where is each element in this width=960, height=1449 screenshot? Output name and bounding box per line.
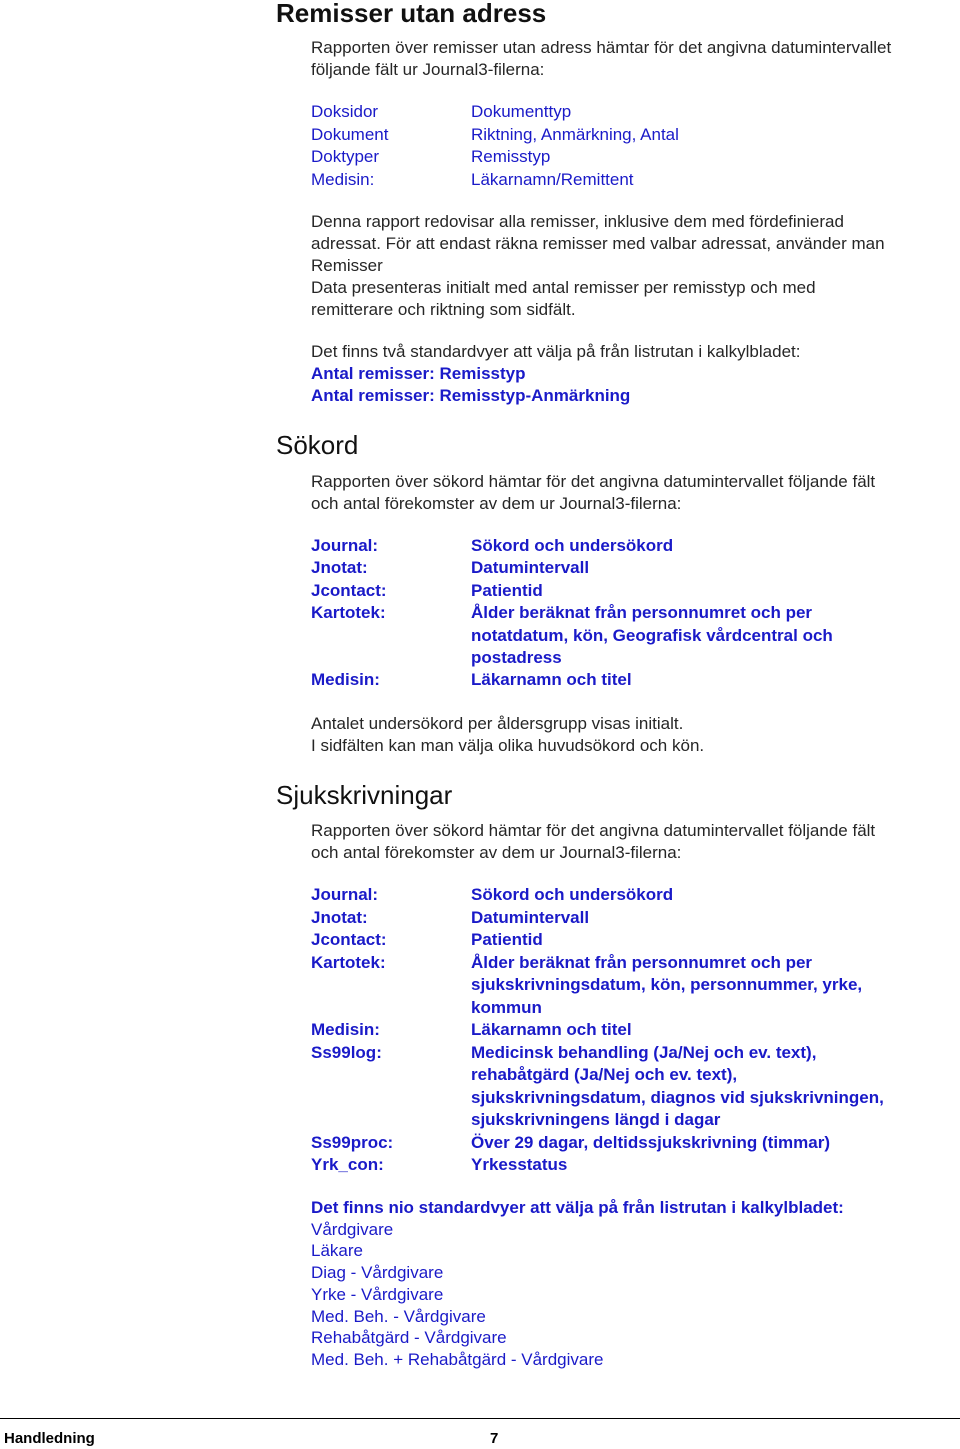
field-label: Ss99proc: xyxy=(311,1132,394,1152)
note-line: I sidfälten kan man välja olika huvudsökord och kön. xyxy=(311,736,705,755)
view-item: Rehabåtgärd - Vårdgivare xyxy=(311,1328,507,1348)
field-value-line: Remisstyp xyxy=(471,147,551,167)
field-value xyxy=(471,884,673,907)
field-value-line: Datumintervall xyxy=(471,558,590,578)
remisser-intro-line: följande fält ur Journal3-filerna: xyxy=(311,60,545,79)
field-value xyxy=(471,169,634,192)
field-value-line: kommun xyxy=(471,997,542,1017)
field-label: Dokument xyxy=(311,124,389,144)
field-value-line: postadress xyxy=(471,648,562,668)
sjuk-intro xyxy=(311,820,875,864)
field-value-line: sjukskrivningens längd i dagar xyxy=(471,1110,721,1129)
footer-title: Handledning xyxy=(4,1430,95,1447)
field-row xyxy=(311,580,833,602)
field-row xyxy=(311,124,679,147)
field-value xyxy=(471,124,679,147)
field-label: Jnotat: xyxy=(311,907,368,927)
sokord-intro-line: Rapporten över sökord hämtar för det angivna datumintervallet följande fält xyxy=(311,472,876,491)
field-value xyxy=(471,1019,632,1042)
footer-divider xyxy=(0,1418,960,1419)
remisser-intro xyxy=(311,37,891,81)
field-value xyxy=(471,101,571,124)
field-label: Kartotek: xyxy=(311,603,386,623)
field-label: Jnotat: xyxy=(311,558,368,578)
field-row xyxy=(311,1154,884,1177)
sjuk-intro-line: och antal förekomster av dem ur Journal3-filerna: xyxy=(311,843,682,862)
field-value-line: Läkarnamn och titel xyxy=(471,1020,632,1039)
field-row xyxy=(311,535,833,557)
field-value-line: Dokumenttyp xyxy=(471,102,572,121)
field-value xyxy=(471,146,550,169)
field-label: Yrk_con: xyxy=(311,1155,384,1174)
field-value-line: Datumintervall xyxy=(471,907,590,927)
field-value-line: Läkarnamn och titel xyxy=(471,670,632,690)
view-item: Läkare xyxy=(311,1241,363,1261)
heading-sokord: Sökord xyxy=(276,430,359,460)
field-row xyxy=(311,602,833,669)
field-row xyxy=(311,1019,884,1042)
sjuk-field-table xyxy=(311,884,884,1177)
description-line: Denna rapport redovisar alla remisser, inklusive dem med fördefinierad xyxy=(311,212,844,231)
description-line: adressat. För att endast räkna remisser med valbar adressat, använder man xyxy=(311,234,885,253)
field-row xyxy=(311,169,679,192)
field-value-line: Patientid xyxy=(471,930,543,949)
sokord-intro xyxy=(311,471,875,515)
views-intro: Det finns två standardvyer att välja på från listrutan i kalkylbladet: xyxy=(311,342,801,361)
field-value-line: Sökord och undersökord xyxy=(471,885,674,904)
field-value xyxy=(471,557,589,579)
field-value xyxy=(471,929,543,952)
field-value xyxy=(471,580,543,602)
field-label: Medisin: xyxy=(311,1020,380,1039)
field-value xyxy=(471,669,632,691)
heading-sjukskrivningar: Sjukskrivningar xyxy=(276,780,453,810)
description-line: Remisser xyxy=(311,256,383,275)
view-item: Med. Beh. + Rehabåtgärd - Vårdgivare xyxy=(311,1349,604,1369)
field-value-line: Ålder beräknat från personnumret och per xyxy=(471,603,813,623)
field-label: Doksidor xyxy=(311,102,379,121)
field-value xyxy=(471,602,833,669)
field-value-line: Ålder beräknat från personnumret och per xyxy=(471,952,813,972)
field-value-line: Medicinsk behandling (Ja/Nej och ev. text), xyxy=(471,1042,817,1062)
field-row xyxy=(311,1042,884,1132)
sjuk-views xyxy=(311,1197,844,1371)
view-item: Antal remisser: Remisstyp-Anmärkning xyxy=(311,386,631,405)
field-row xyxy=(311,101,679,124)
field-row xyxy=(311,146,679,169)
view-item: Vårdgivare xyxy=(311,1219,394,1239)
field-label: Jcontact: xyxy=(311,930,387,949)
field-value-line: sjukskrivningsdatum, kön, personnummer, yrke, xyxy=(471,975,863,994)
field-label: Kartotek: xyxy=(311,952,386,972)
page-number: 7 xyxy=(490,1430,499,1447)
remisser-description xyxy=(311,211,885,321)
sokord-notes xyxy=(311,713,704,757)
field-row xyxy=(311,1132,884,1155)
field-value xyxy=(471,1132,830,1155)
field-label: Medisin: xyxy=(311,169,375,189)
sokord-intro-line: och antal förekomster av dem ur Journal3-filerna: xyxy=(311,494,682,513)
remisser-field-table xyxy=(311,101,679,191)
heading-remisser-utan-adress: Remisser utan adress xyxy=(276,0,547,28)
field-value xyxy=(471,535,673,557)
field-value xyxy=(471,1154,567,1177)
field-label: Medisin: xyxy=(311,670,380,690)
field-row xyxy=(311,557,833,579)
field-value-line: sjukskrivningsdatum, diagnos vid sjukskrivningen, xyxy=(471,1087,884,1107)
view-item: Med. Beh. - Vårdgivare xyxy=(311,1306,486,1326)
field-value-line: rehabåtgärd (Ja/Nej och ev. text), xyxy=(471,1065,738,1084)
view-item: Antal remisser: Remisstyp xyxy=(311,364,526,383)
sokord-field-table xyxy=(311,535,833,692)
field-label: Doktyper xyxy=(311,147,380,167)
sjuk-intro-line: Rapporten över sökord hämtar för det angivna datumintervallet följande fält xyxy=(311,821,876,840)
remisser-views xyxy=(311,341,800,407)
field-value-line: Riktning, Anmärkning, Antal xyxy=(471,124,679,144)
field-value-line: Yrkesstatus xyxy=(471,1155,568,1174)
view-item: Yrke - Vårdgivare xyxy=(311,1284,444,1304)
field-value-line: Läkarnamn/Remittent xyxy=(471,169,634,189)
field-value-line: notatdatum, kön, Geografisk vårdcentral och xyxy=(471,625,833,645)
description-line: remitterare och riktning som sidfält. xyxy=(311,300,576,319)
field-value xyxy=(471,952,862,1020)
field-value-line: Patientid xyxy=(471,580,543,600)
field-value-line: Sökord och undersökord xyxy=(471,536,674,555)
field-label: Jcontact: xyxy=(311,580,387,600)
view-item: Diag - Vårdgivare xyxy=(311,1263,444,1283)
remisser-intro-line: Rapporten över remisser utan adress hämtar för det angivna datumintervallet xyxy=(311,38,892,57)
field-label: Ss99log: xyxy=(311,1042,382,1062)
field-row xyxy=(311,907,884,930)
field-value-line: Över 29 dagar, deltidssjukskrivning (timmar) xyxy=(471,1132,831,1152)
field-label: Journal: xyxy=(311,536,379,555)
field-label: Journal: xyxy=(311,885,379,904)
note-line: Antalet undersökord per åldersgrupp visas initialt. xyxy=(311,714,684,733)
field-row xyxy=(311,884,884,907)
field-row xyxy=(311,669,833,691)
description-line: Data presenteras initialt med antal remisser per remisstyp och med xyxy=(311,278,816,297)
field-value xyxy=(471,907,589,930)
field-value xyxy=(471,1042,884,1132)
field-row xyxy=(311,952,884,1020)
field-row xyxy=(311,929,884,952)
views-intro: Det finns nio standardvyer att välja på från listrutan i kalkylbladet: xyxy=(311,1198,844,1217)
